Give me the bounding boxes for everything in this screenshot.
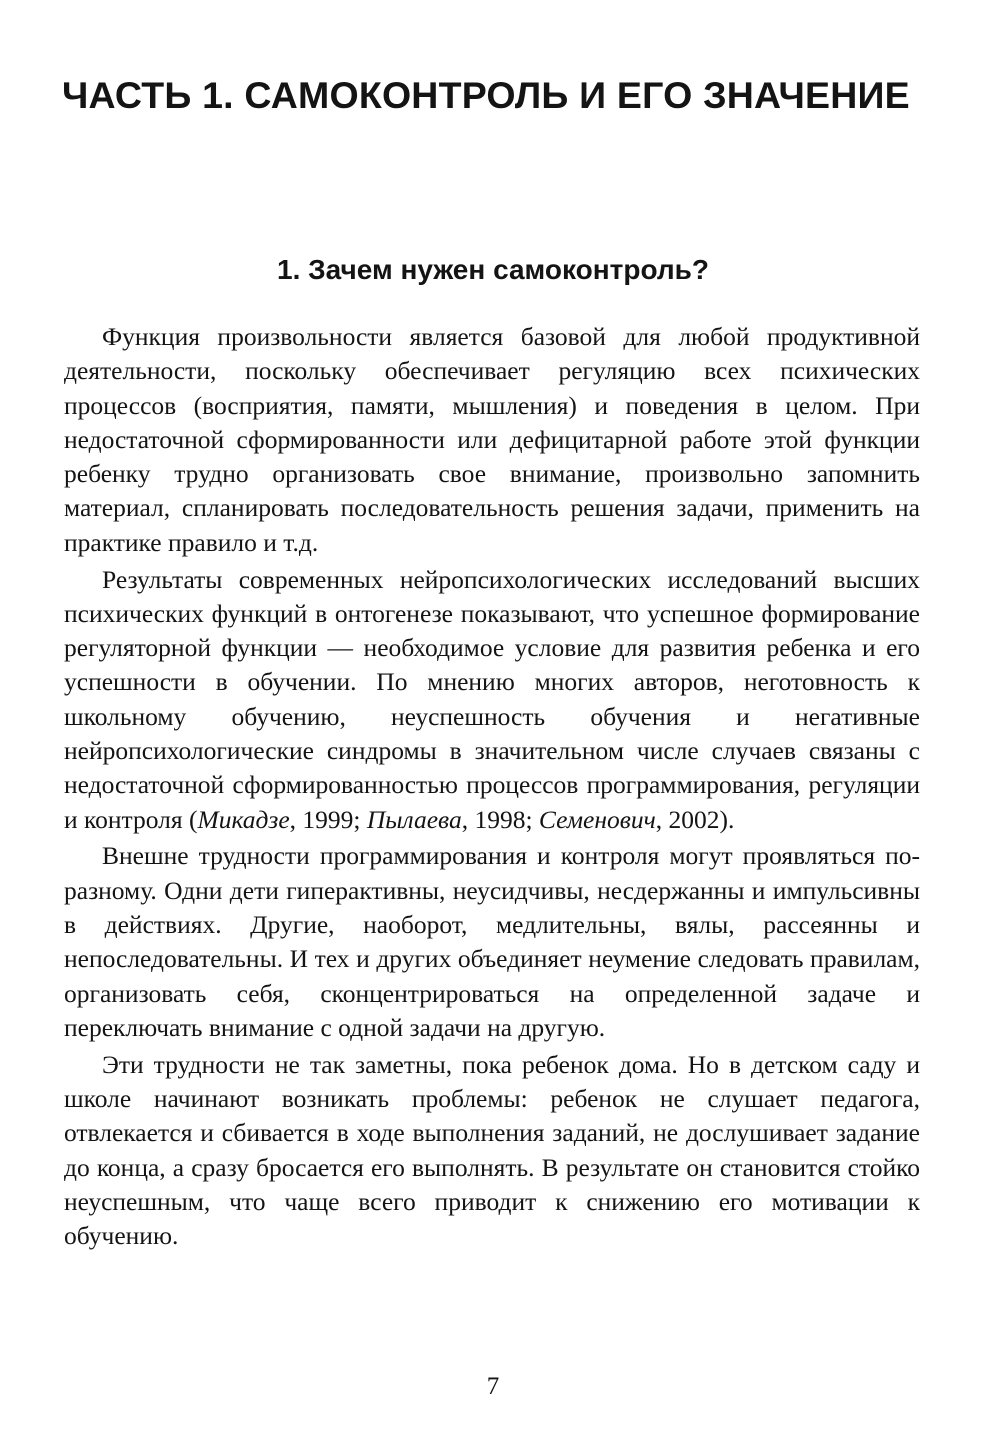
paragraph-3: Внешне трудности программирования и контроля могут проявляться по-разному. Одни дети гиперактивны, неусидчивы, несдержанны и импульсивны в действиях. Другие, наоборот, медлительны, вялы, рассеянны и непоследовательны. И тех и других объединяет неумение следовать правилам, организовать себя, сконцентрироваться на определенной задаче и переключать внимание с одной задачи на другую. [64,841,920,1042]
page-number: 7 [486,1373,500,1400]
citation-year-2: , 1998; [461,804,539,834]
paragraph-2-text: Результаты современных нейропсихологических исследований высших психических функций в онтогенезе показывают, что успешное формирование регуляторной функции — необходимое условие для развития ребенка и его успешности в обучении. По мнению многих авторов, неготовность к школьному обучению, неуспешность обучения и негативные нейропсихологические синдромы в значительном числе случаев связаны с недостаточной сформированностью процессов программирования, регуляции и контроля ( [64,564,920,834]
paragraph-2 [64,563,920,837]
paragraph-4: Эти трудности не так заметны, пока ребенок дома. Но в детском саду и школе начинают возникать проблемы: ребенок не слушает педагога, отвлекается и сбивается в ходе выполнения заданий, не дослушивает задание до конца, а сразу бросается его выполнять. В результате он становится стойко неуспешным, что чаще всего приводит к снижению его мотивации к обучению. [64,1049,920,1251]
citation-year-3: , 2002). [655,804,735,834]
paragraph-1: Функция произвольности является базовой для любой продуктивной деятельности, поскольку обеспечивает регуляцию всех психических процессов (восприятия, памяти, мышления) и поведения в целом. При недостаточной сформированности или дефицитарной работе этой функции ребенку трудно организовать свое внимание, произвольно запомнить материал, спланировать последовательность решения задачи, применить на практике правило и т.д. [64,322,920,557]
section-title: 1. Зачем нужен самоконтроль? [277,254,709,285]
citation-year-1: , 1999; [289,804,367,834]
body-text [64,320,920,1254]
citation-author-3: Семенович [538,804,656,834]
citation-author-2: Пылаева [366,804,462,834]
part-title: ЧАСТЬ 1. САМОКОНТРОЛЬ И ЕГО ЗНАЧЕНИЕ [62,74,910,116]
citation-author-1: Микадзе [197,804,290,834]
